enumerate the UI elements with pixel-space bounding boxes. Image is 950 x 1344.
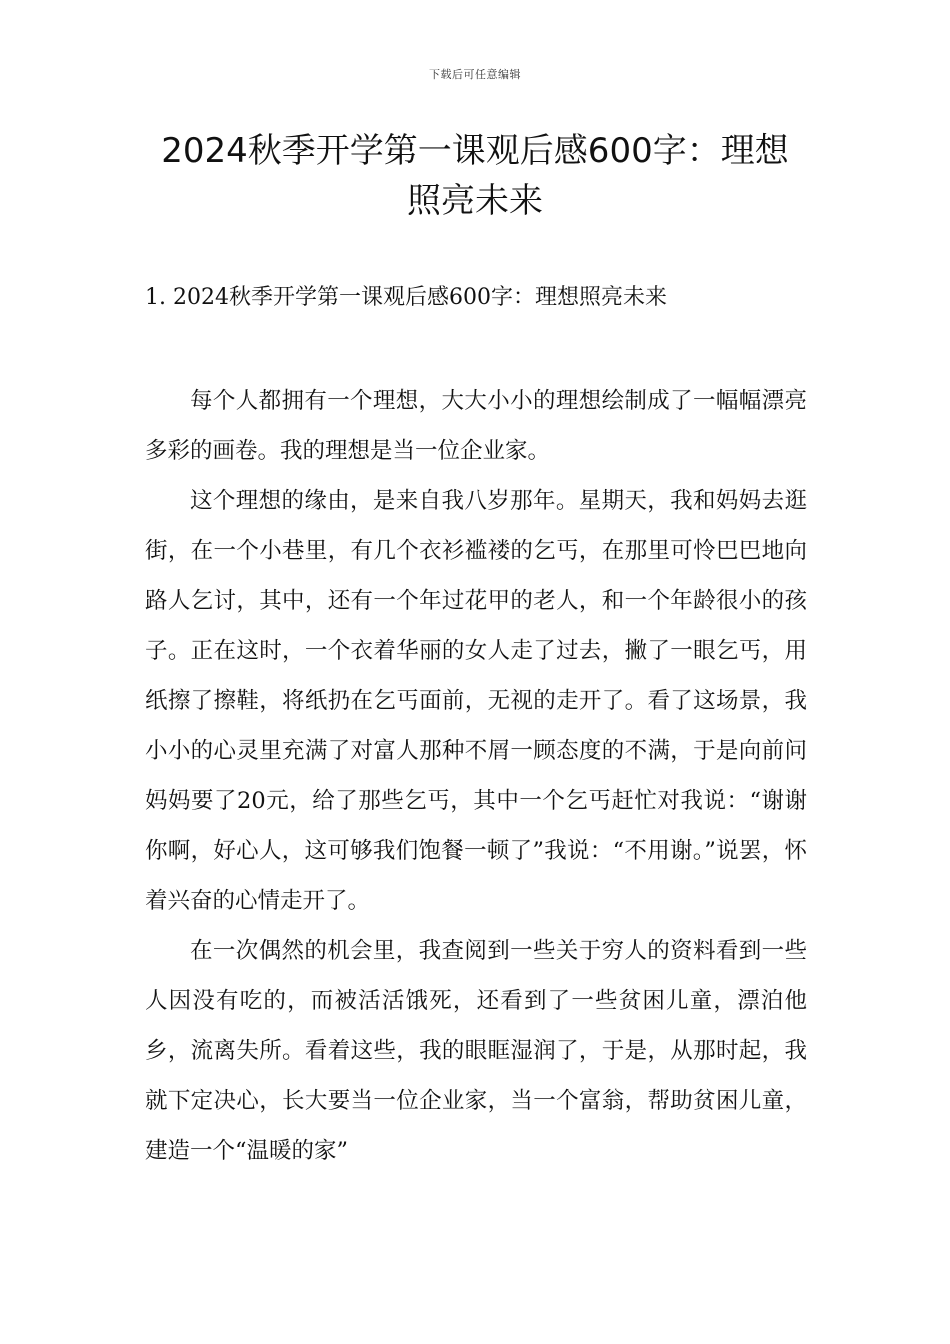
paragraph: 每个人都拥有一个理想，大大小小的理想绘制成了一幅幅漂亮多彩的画卷。我的理想是当一位企业家。 [145,388,807,464]
header-note: 下载后可任意编辑 [429,68,521,81]
document-title: 2024秋季开学第一课观后感600字：理想照亮未来 [161,131,789,221]
paragraph: 在一次偶然的机会里，我查阅到一些关于穷人的资料看到一些人因没有吃的，而被活活饿死，还看到了一些贫困儿童，漂泊他乡，流离失所。看着这些，我的眼眶湿润了，于是，从那时起，我就下定决心，长大要当一位企业家，当一个富翁，帮助贫困儿童，建造一个“温暖的家” [145,938,807,1164]
document-body [145,376,807,1176]
section-heading: 1. 2024秋季开学第一课观后感600字：理想照亮未来 [145,285,667,310]
paragraph: 这个理想的缘由，是来自我八岁那年。星期天，我和妈妈去逛街，在一个小巷里，有几个衣衫褴褛的乞丐，在那里可怜巴巴地向路人乞讨，其中，还有一个年过花甲的老人，和一个年龄很小的孩子。正在这时，一个衣着华丽的女人走了过去，撇了一眼乞丐，用纸擦了擦鞋，将纸扔在乞丐面前，无视的走开了。看了这场景，我小小的心灵里充满了对富人那种不屑一顾态度的不满，于是向前问妈妈要了20元，给了那些乞丐，其中一个乞丐赶忙对我说：“谢谢你啊，好心人，这可够我们饱餐一顿了”我说：“不用谢。”说罢，怀着兴奋的心情走开了。 [145,488,807,914]
